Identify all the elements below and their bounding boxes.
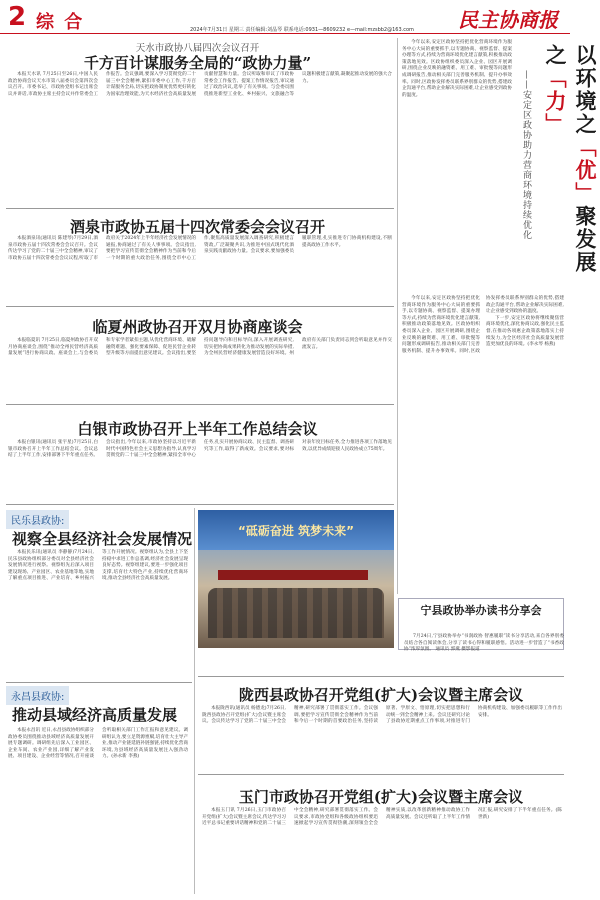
article-headline: 玉门市政协召开党组(扩大)会议暨主席会议	[238, 788, 524, 806]
article-body: 今年以来,安定区政协坚持把优化营商环境作为服务中心大局的重要抓手,以专题协商、视察监督、提案办理等方式,持续为营商环境优化建言献策,积极推动政策落地见效。区政协组织委员深入企业、园区开展调研,围绕企业反映的融资难、用工难、审批慢等问题形成调研报告,推动相关部门完善服务机制、提升办事效率。同时,区政协发挥委员联系界别群众的优势,搭建政企沟通平台,帮助企业解决实际困难,让企业感受到政协的温度。 下一步,安定区政协将继续聚焦营商环境优化,深化协商议政,强化民主监督,在推动各项惠企政策落地落实上持续发力,为全区经济社会高质量发展营造更加优良的环境。(李永琴 杨燕)	[402, 296, 564, 354]
article-kicker-tag: 民乐县政协:	[6, 510, 69, 529]
issue-meta: 2024年7月31日 星期三 责任编辑:刘晶琴 联系电话:0931—8609232 e—mail:mzsbb2@163.com	[190, 27, 414, 33]
article-headline: 宁县政协举办读书分享会	[420, 604, 542, 617]
stage-table	[218, 570, 368, 580]
section-name: 综 合	[36, 12, 85, 33]
article-body: 本报临夏讯 7月25日,临夏州政协召开双月协商座谈会,围绕“推动全州民营经济高质量发展”进行协商议政。座谈会上,与会委员和专家学者紧扣主题,从优化营商环境、破解融资难题、强化要素保障、促进民营企业转型升级等方面提出意见建议。会议指出,要坚持问题导向和目标导向,深入开展调查研究,切实把协商成果转化为推动发展的实际举措,为全州民营经济健康发展营造良好环境。州政府有关部门负责同志到会听取意见并作交流发言。	[8, 338, 392, 357]
article-body: 本报天水讯 7月25日至26日,中国人民政治协商会议天水市第八届委员会第四次会议召开。市委书记、市政协党组书记出席会议并讲话,市政协主席主持会议并作常委会工作报告。会议强调,要深入学习贯彻党的二十届三中全会精神,紧扣市委中心工作,千方百计谋服务全局,切实把政协制度优势更好转化为国家治理效能,为天水经济社会高质量发展贡献智慧和力量。会议听取和审议了市政协常委会工作报告、提案工作情况报告,审议通过了政治决议,选举了有关事项。与会委员围绕推进新型工业化、乡村振兴、文旅融合等议题积极建言献策,凝聚起推动发展的强大合力。	[8, 72, 392, 97]
article-body: 本报玉门讯 7月26日,玉门市政协召开党组(扩大)会议暨主席会议,传达学习习近平总书记重要讲话精神和党的二十届三中全会精神,研究部署贯彻落实工作。会议要求,市政协党组和各级政协组织要迅速掀起学习宣传贯彻热潮,深刻领会全会精神实质,以改革创新精神推动政协工作高质量发展。会议还听取了上半年工作情况汇报,研究安排了下半年重点任务。(陈世新)	[202, 808, 562, 827]
column-rule	[397, 38, 398, 594]
feature-headline: 以环境之「优」聚发展之「力」	[543, 44, 597, 274]
page-header	[0, 0, 570, 34]
article-body: 今年以来,安定区政协坚持把优化营商环境作为服务中心大局的重要抓手,以专题协商、视察监督、提案办理等方式,持续为营商环境优化建言献策,积极推动政策落地见效。区政协组织委员深入企业、园区开展调研,围绕企业反映的融资难、用工难、审批慢等问题形成调研报告,推动相关部门完善服务机制、提升办事效率。同时,区政协发挥委员联系界别群众的优势,搭建政企沟通平台,帮助企业解决实际困难,让企业感受到政协的温度。	[402, 40, 512, 98]
audience	[208, 588, 384, 638]
article-kicker: 天水市政协八届四次会议召开	[135, 43, 260, 54]
divider	[6, 404, 394, 405]
article-kicker-tag: 永昌县政协:	[6, 686, 69, 705]
page-number: 2	[8, 2, 27, 32]
feature-subtitle: ——安定区政协助力营商环境持续优化	[521, 70, 531, 240]
event-photo	[198, 510, 394, 648]
article-headline: 视察全县经济社会发展情况	[12, 530, 193, 548]
article-headline: 推动县域经济高质量发展	[12, 706, 178, 724]
article-headline: 临夏州政协召开双月协商座谈会	[92, 318, 303, 336]
article-body: 本报陇西讯(通讯员 杨德龙)7月26日,陇西县政协召开党组(扩大)会议暨主席会议。会议传达学习了党的二十届三中全会精神,研究部署了贯彻落实工作。会议强调,要把学习宣传贯彻全会精神作为当前和今后一个时期的首要政治任务,坚持读原著、学原文、悟原理,切实把思想和行动统一到全会精神上来。会议还研究讨论了县政协近期重点工作事项,对推进专门协商机构建设、加强委员履职等工作作出安排。	[202, 706, 562, 725]
article-headline: 白银市政协召开上半年工作总结会议	[77, 420, 318, 438]
divider	[198, 676, 564, 677]
article-body: 本报白银讯(通讯员 张宇星)7月25日,白银市政协召开上半年工作总结会议。会议总结了上半年工作,安排部署下半年重点任务。会议指出,今年以来,市政协坚持以习近平新时代中国特色社会主义思想为指导,认真学习贯彻党的二十届三中全会精神,紧扣全市中心任务,扎实开展协商议政、民主监督、调查研究等工作,取得了新成效。会议要求,要对标对表年度目标任务,全力推进各项工作落地见效,以优异成绩迎接人民政协成立75周年。	[8, 440, 392, 459]
photo-caption: 7月24日,宁县政协举办“书润政协 智惠履职”读书分享活动,来自各界别委员结合各自阅读体会,分享了读书心得和履职感悟。活动进一步营造了“书香政协”浓厚氛围。 通讯员 郭燕 摄影报道	[404, 634, 564, 653]
divider	[6, 306, 394, 307]
article-body: 本报民乐讯(通讯员 李静静)7月24日,民乐县政协组织部分委员对全县经济社会发展情况进行视察。视察组先后深入项目建设现场、产业园区、农业基地等地,实地了解重点项目推进、产业培育、乡村振兴等工作开展情况。视察组认为,全县上下坚持稳中求进工作总基调,经济社会发展呈现良好态势。视察组建议,要进一步强化项目支撑,培育壮大特色产业,持续优化营商环境,推动全县经济社会高质量发展。	[8, 550, 188, 582]
newspaper-logo: 民主协商报	[458, 8, 558, 32]
divider	[6, 682, 192, 683]
article-headline: 酒泉市政协五届十四次常委会会议召开	[69, 218, 325, 236]
article-headline: 千方百计谋服务全局的“政协力量”	[83, 54, 312, 72]
article-headline: 陇西县政协召开党组(扩大)会议暨主席会议	[238, 686, 524, 704]
divider	[198, 774, 564, 775]
divider	[6, 504, 394, 505]
column-rule	[194, 508, 195, 894]
divider	[6, 208, 394, 209]
article-body: 本报酒泉讯(通讯员 陈建琴)7月29日,酒泉市政协五届十四次常委会会议召开。会议传达学习了党的二十届三中全会精神,审议了市政协五届十四次常委会会议议程,听取了市政府关于2024年上半年经济社会发展情况的通报,协商通过了有关人事事项。会议指出,要把学习宣传贯彻全会精神作为当前和今后一个时期的重大政治任务,围绕全市中心工作,聚焦高质量发展深入调查研究,积极建言资政,广泛凝聚共识,为推进中国式现代化酒泉实践贡献政协力量。会议要求,要加强委员履职管理,扎实推进专门协商机构建设,不断提高政协工作水平。	[8, 236, 392, 261]
photo-banner-text: “砥砺奋进 筑梦未来”	[238, 524, 354, 538]
article-body: 本报永昌讯 近日,永昌县政协组织部分政协委员围绕推动县域经济高质量发展开展专题调研。调研组先后深入工业园区、企业车间、农业产业园,详细了解产业发展、项目建设、企业经营等情况,召开座谈会听取相关部门工作汇报和意见建议。调研组认为,要立足资源禀赋,培育壮大主导产业,推动产业链延链补链强链,持续优化营商环境,为县域经济高质量发展注入强劲动力。(孙永新 李燕)	[8, 728, 188, 760]
